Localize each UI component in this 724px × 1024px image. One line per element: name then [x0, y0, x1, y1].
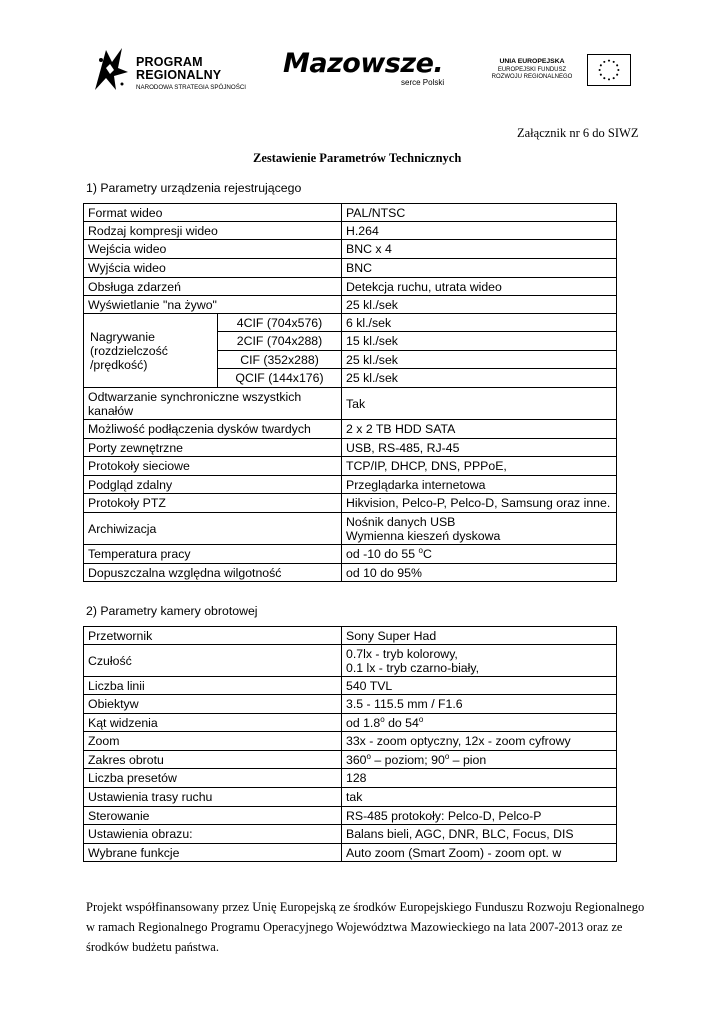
- param-label: Protokoły sieciowe: [84, 457, 342, 476]
- recording-label-line1: Nagrywanie: [90, 329, 155, 344]
- table-row: [84, 240, 617, 259]
- eu-fund-line2: ROZWOJU REGIONALNEGO: [491, 74, 573, 80]
- param-label: Liczba linii: [84, 677, 342, 695]
- eu-title: UNIA EUROPEJSKA: [499, 58, 565, 65]
- recording-fps: 6 kl./sek: [342, 314, 617, 332]
- param-value: 540 TVL: [342, 677, 617, 695]
- param-label: Obsługa zdarzeń: [84, 278, 342, 296]
- param-value: USB, RS-485, RJ-45: [342, 439, 617, 457]
- recording-resolution: QCIF (144x176): [218, 369, 342, 388]
- param-label: Podgląd zdalny: [84, 476, 342, 494]
- param-value: 3.5 - 115.5 mm / F1.6: [342, 695, 617, 714]
- mazowsze-logo: [283, 48, 458, 93]
- param-label: Wyjścia wideo: [84, 259, 342, 278]
- degree-sup: o: [380, 714, 385, 724]
- angle-from: od 1.8: [346, 715, 381, 730]
- rotation-tilt-label: – pion: [449, 752, 487, 767]
- recorder-spec-table: [83, 203, 617, 582]
- angle-to: do 54: [384, 715, 419, 730]
- param-value: [342, 513, 617, 545]
- param-label: Liczba presetów: [84, 769, 342, 788]
- param-value: [342, 545, 617, 564]
- recording-resolution: 4CIF (704x576): [218, 314, 342, 332]
- recording-label-line2: (rozdzielczość: [90, 343, 168, 358]
- degree-sup: o: [418, 545, 423, 555]
- param-value: [342, 645, 617, 677]
- param-value: 25 kl./sek: [342, 296, 617, 314]
- param-label: Kąt widzenia: [84, 714, 342, 732]
- program-subtitle: NARODOWA STRATEGIA SPÓJNOŚCI: [136, 84, 247, 91]
- eu-fund-line1: EUROPEJSKI FUNDUSZ: [497, 67, 567, 73]
- param-value: TCP/IP, DHCP, DNS, PPPoE,: [342, 457, 617, 476]
- table-row: [84, 751, 617, 769]
- table-row: [84, 222, 617, 240]
- table-row: [84, 314, 617, 332]
- table-row: [84, 296, 617, 314]
- param-label: Wybrane funkcje: [84, 844, 342, 862]
- param-value: Hikvision, Pelco-P, Pelco-D, Samsung oraz inne.: [342, 494, 617, 513]
- archive-value-line1: Nośnik danych USB: [346, 514, 456, 529]
- table-row: [84, 388, 617, 420]
- camera-spec-table: [83, 626, 617, 862]
- program-regionalny-logo: [92, 44, 272, 96]
- recording-resolution: 2CIF (704x288): [218, 332, 342, 351]
- param-label: Wejścia wideo: [84, 240, 342, 259]
- program-line1: PROGRAM: [136, 55, 203, 69]
- mazowsze-wordmark: Mazowsze.: [283, 48, 444, 79]
- table-row: [84, 457, 617, 476]
- sync-label-line1: Odtwarzanie synchroniczne wszystkich: [88, 389, 302, 404]
- table-row: [84, 513, 617, 545]
- table-row: [84, 439, 617, 457]
- program-regionalny-emblem-icon: [92, 46, 130, 92]
- program-regionalny-title: [136, 56, 221, 82]
- table-row: [84, 420, 617, 439]
- table-row: [84, 476, 617, 494]
- table-row: [84, 677, 617, 695]
- table-row: [84, 714, 617, 732]
- param-label: Sterowanie: [84, 807, 342, 825]
- table-row: [84, 732, 617, 751]
- degree-sup: o: [418, 714, 424, 724]
- param-label: Zakres obrotu: [84, 751, 342, 769]
- eu-fund: [484, 67, 580, 81]
- table-row: [84, 494, 617, 513]
- degree-sup: o: [366, 751, 371, 761]
- param-value: Balans bieli, AGC, DNR, BLC, Focus, DIS: [342, 825, 617, 844]
- param-value: 128: [342, 769, 617, 788]
- param-value: PAL/NTSC: [342, 204, 617, 222]
- temp-unit: C: [422, 547, 432, 561]
- param-label: Ustawienia obrazu:: [84, 825, 342, 844]
- param-value: tak: [342, 788, 617, 807]
- table-row: [84, 825, 617, 844]
- recording-label: [84, 314, 218, 388]
- temp-value: od -10 do 55: [346, 547, 419, 561]
- param-value: RS-485 protokoły: Pelco-D, Pelco-P: [342, 807, 617, 825]
- recording-label-line3: /prędkość): [90, 357, 148, 372]
- mazowsze-tagline: serce Polski: [401, 78, 445, 87]
- annex-label: Załącznik nr 6 do SIWZ: [517, 126, 639, 140]
- param-label: Obiektyw: [84, 695, 342, 714]
- param-value: Sony Super Had: [342, 627, 617, 645]
- program-line2: REGIONALNY: [136, 68, 222, 82]
- param-label: Ustawienia trasy ruchu: [84, 788, 342, 807]
- param-label: Porty zewnętrzne: [84, 439, 342, 457]
- archive-value-line2: Wymienna kieszeń dyskowa: [346, 528, 501, 543]
- param-value: Auto zoom (Smart Zoom) - zoom opt. w: [342, 844, 617, 862]
- param-value: H.264: [342, 222, 617, 240]
- table-row: [84, 645, 617, 677]
- param-label: Możliwość podłączenia dysków twardych: [84, 420, 342, 439]
- param-label: Wyświetlanie "na żywo": [84, 296, 342, 314]
- table-row: [84, 259, 617, 278]
- param-value: 33x - zoom optyczny, 12x - zoom cyfrowy: [342, 732, 617, 751]
- recording-fps: 15 kl./sek: [342, 332, 617, 351]
- table-row: [84, 844, 617, 862]
- param-value: Przeglądarka internetowa: [342, 476, 617, 494]
- eu-flag-icon: [587, 54, 631, 86]
- table-row: [84, 807, 617, 825]
- recording-resolution: CIF (352x288): [218, 351, 342, 369]
- param-label: Rodzaj kompresji wideo: [84, 222, 342, 240]
- document-title: Zestawienie Parametrów Technicznych: [253, 151, 462, 165]
- rotation-tilt: – poziom; 90: [370, 752, 445, 767]
- sensitivity-line2: 0.1 lx - tryb czarno-biały,: [346, 660, 480, 675]
- table-row: [84, 788, 617, 807]
- param-value: Tak: [342, 388, 617, 420]
- param-label: [84, 388, 342, 420]
- table-row: [84, 695, 617, 714]
- rotation-pan: 360: [346, 752, 367, 767]
- table-row: [84, 769, 617, 788]
- table-row: [84, 204, 617, 222]
- param-label: Dopuszczalna względna wilgotność: [84, 564, 342, 582]
- param-value: Detekcja ruchu, utrata wideo: [342, 278, 617, 296]
- table-row: [84, 627, 617, 645]
- funding-footer: Projekt współfinansowany przez Unię Europejską ze środków Europejskiego Funduszu Rozwoju Regionalnego w ramach Regionalnego Programu Operacyjnego Województwa Mazowieckiego na lata 2007-2013 oraz ze środków budżetu państwa.: [86, 900, 645, 954]
- recording-fps: 25 kl./sek: [342, 351, 617, 369]
- param-label: Zoom: [84, 732, 342, 751]
- param-value: [342, 751, 617, 769]
- param-value: 2 x 2 TB HDD SATA: [342, 420, 617, 439]
- eu-logo: [484, 52, 634, 92]
- param-label: Protokoły PTZ: [84, 494, 342, 513]
- section-recorder-heading: 1) Parametry urządzenia rejestrującego: [86, 181, 302, 195]
- param-label: Archiwizacja: [84, 513, 342, 545]
- table-row: [84, 564, 617, 582]
- recording-fps: 25 kl./sek: [342, 369, 617, 388]
- param-value: BNC x 4: [342, 240, 617, 259]
- param-label: Format wideo: [84, 204, 342, 222]
- param-label: Temperatura pracy: [84, 545, 342, 564]
- table-row: [84, 278, 617, 296]
- param-value: BNC: [342, 259, 617, 278]
- section-camera-heading: 2) Parametry kamery obrotowej: [86, 604, 258, 618]
- sync-label-line2: kanałów: [88, 403, 134, 418]
- sensitivity-line1: 0.7lx - tryb kolorowy,: [346, 646, 458, 661]
- table-row: [84, 545, 617, 564]
- param-value: [342, 714, 617, 732]
- param-value: od 10 do 95%: [342, 564, 617, 582]
- param-label: Przetwornik: [84, 627, 342, 645]
- param-label: Czułość: [84, 645, 342, 677]
- degree-sup: o: [444, 751, 450, 761]
